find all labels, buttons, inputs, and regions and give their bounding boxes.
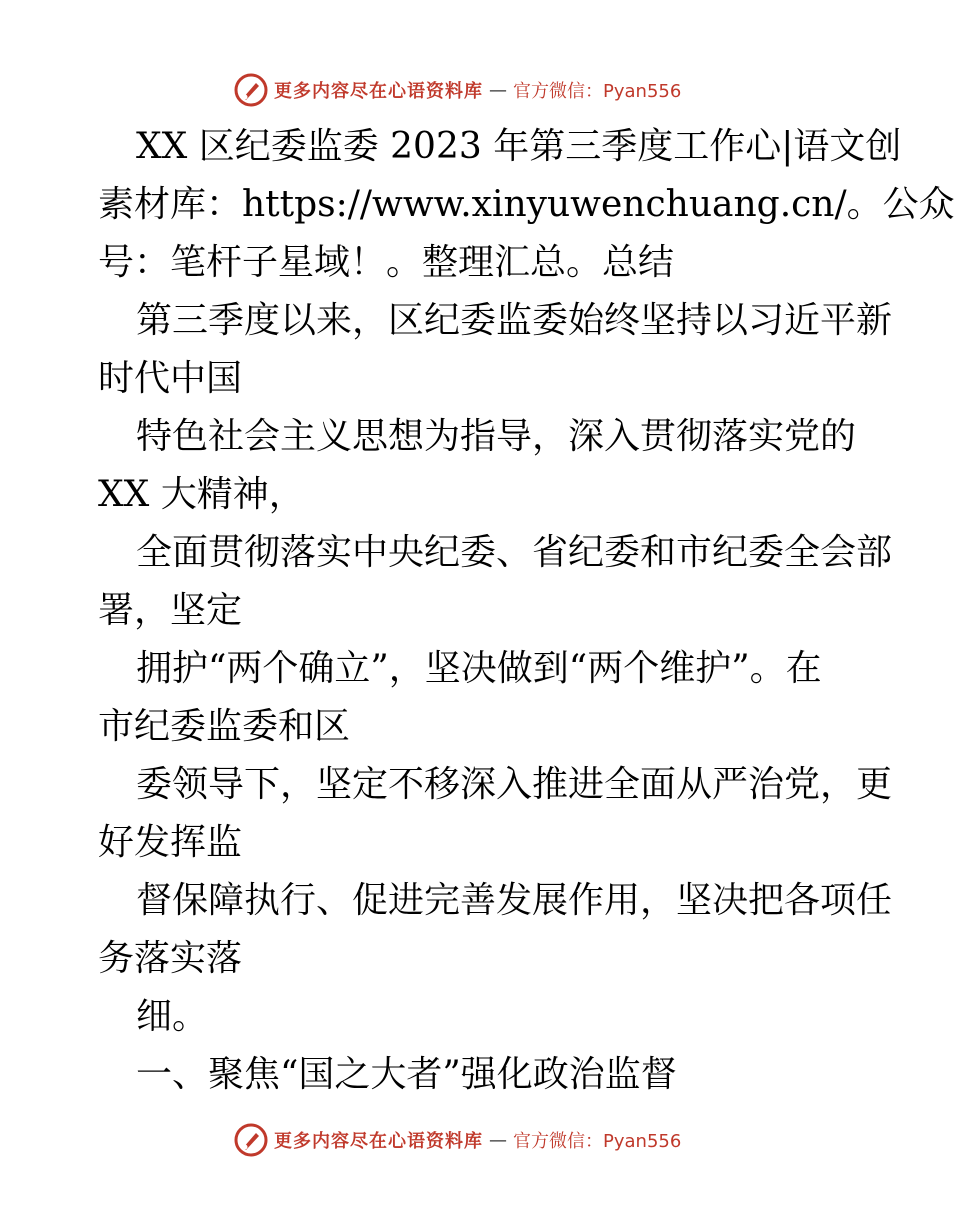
paragraph-line: 时代中国 <box>98 358 243 399</box>
document-title-line-1: XX 区纪委监委 2023 年第三季度工作心|语文创 <box>136 126 902 167</box>
paragraph-line: XX 大精神， <box>98 474 305 515</box>
pen-logo-icon <box>234 73 268 107</box>
watermark-contact-text: 官方微信：Pyan556 <box>513 1131 682 1152</box>
paragraph-line: 细。 <box>136 996 209 1037</box>
watermark-brand-text: 更多内容尽在心语资料库 <box>274 1131 483 1152</box>
paragraph-line: 督保障执行、促进完善发展作用，坚决把各项任 <box>136 880 893 921</box>
watermark-contact-text: 官方微信：Pyan556 <box>513 81 682 102</box>
paragraph-line: 委领导下，坚定不移深入推进全面从严治党，更 <box>136 764 893 805</box>
watermark-brand-text: 更多内容尽在心语资料库 <box>274 81 483 102</box>
watermark-separator: — <box>489 79 507 101</box>
footer-watermark <box>234 1122 681 1158</box>
paragraph-line: 署，坚定 <box>98 590 243 631</box>
section-heading: 一、聚焦“国之大者”强化政治监督 <box>136 1054 677 1095</box>
document-body <box>98 118 955 1104</box>
watermark-separator: — <box>489 1129 507 1151</box>
paragraph-line: 市纪委监委和区 <box>98 706 351 747</box>
pen-logo-icon <box>234 1123 268 1157</box>
header-watermark <box>234 72 681 108</box>
document-title-line-3: 号：笔杆子星域！。整理汇总。总结 <box>98 242 675 283</box>
paragraph-line: 好发挥监 <box>98 822 243 863</box>
paragraph-line: 第三季度以来，区纪委监委始终坚持以习近平新 <box>136 300 893 341</box>
paragraph-line: 拥护“两个确立”，坚决做到“两个维护”。在 <box>136 648 822 689</box>
document-title-line-2: 素材库：https://www.xinyuwenchuang.cn/。公众 <box>98 184 955 225</box>
paragraph-line: 全面贯彻落实中央纪委、省纪委和市纪委全会部 <box>136 532 893 573</box>
paragraph-line: 特色社会主义思想为指导，深入贯彻落实党的 <box>136 416 857 457</box>
paragraph-line: 务落实落 <box>98 938 243 979</box>
